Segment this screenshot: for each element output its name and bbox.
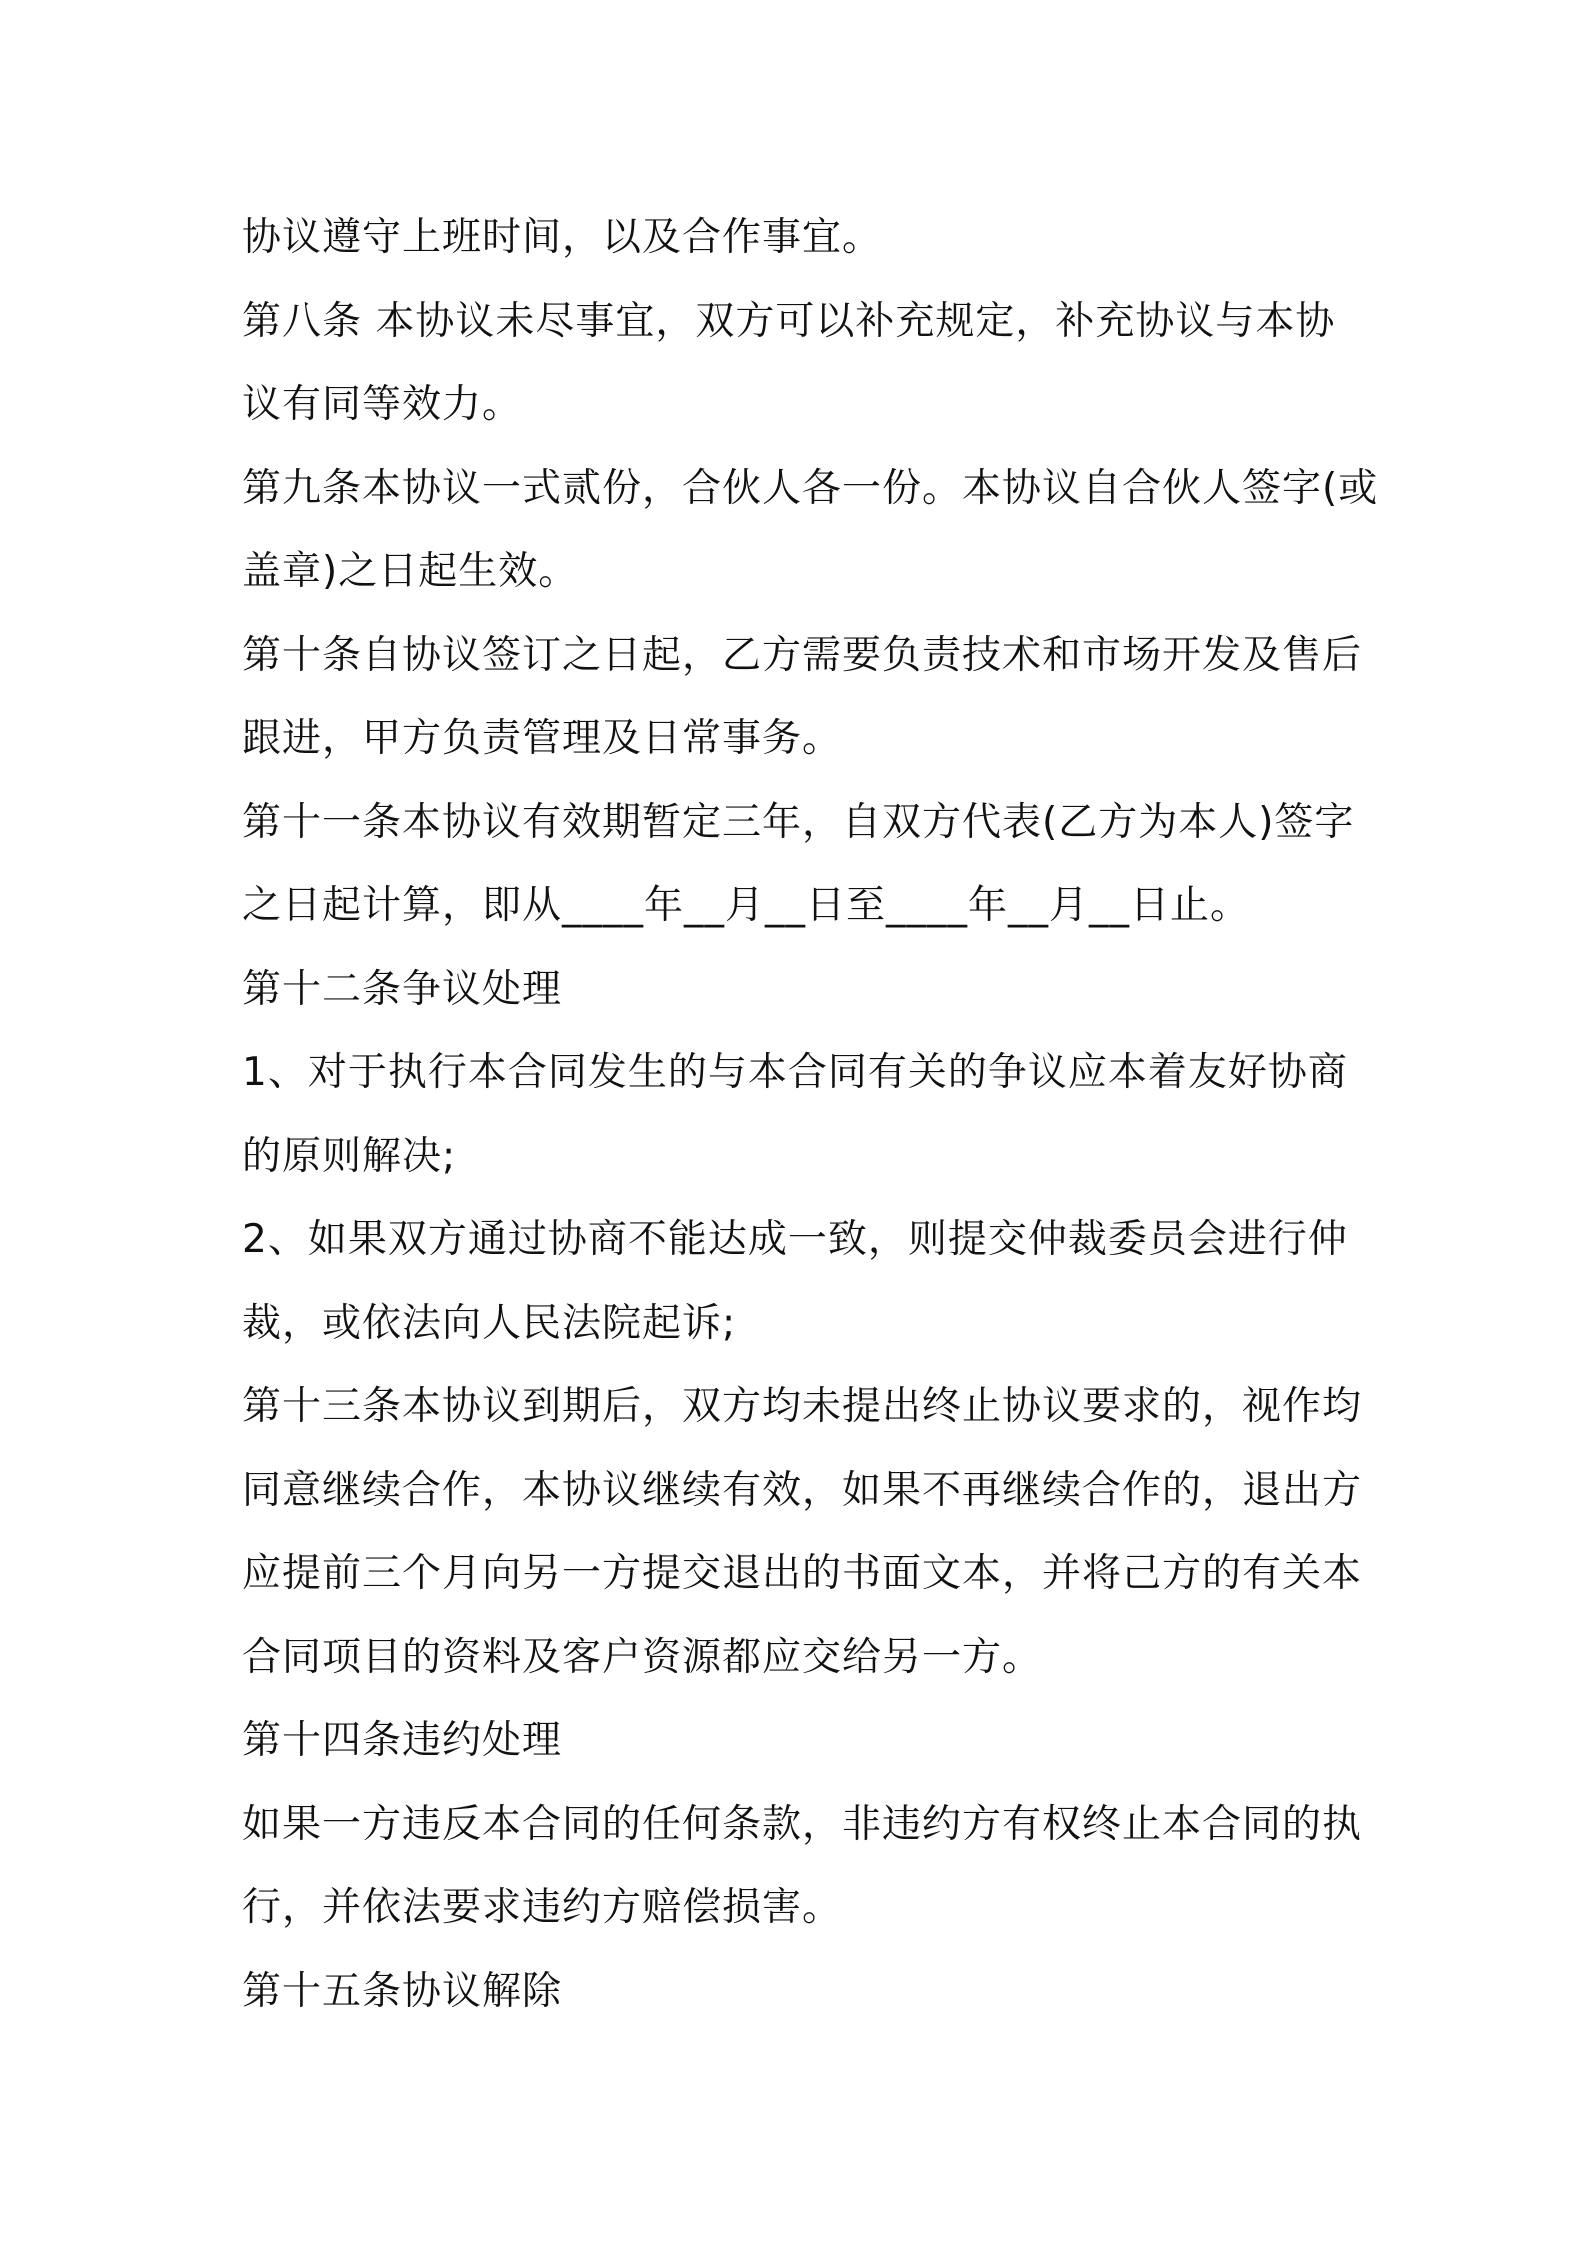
article-13-line-3: 应提前三个月向另一方提交退出的书面文本，并将己方的有关本 xyxy=(242,1551,1363,1596)
article-12-item-2-line-1: 2、如果双方通过协商不能达成一致，则提交仲裁委员会进行仲 xyxy=(242,1217,1348,1262)
article-14-line-1: 如果一方违反本合同的任何条款，非违约方有权终止本合同的执 xyxy=(242,1801,1363,1847)
article-8-line-2: 议有同等效力。 xyxy=(242,382,523,427)
article-10-line-1: 第十条自协议签订之日起，乙方需要负责技术和市场开发及售后 xyxy=(242,632,1363,678)
article-12-item-1-line-2: 的原则解决; xyxy=(242,1133,457,1179)
article-15-heading: 第十五条协议解除 xyxy=(242,1968,563,2014)
article-13-line-4: 合同项目的资料及客户资源都应交给另一方。 xyxy=(242,1634,1043,1680)
article-9-line-1: 第九条本协议一式贰份，合伙人各一份。本协议自合伙人签字(或 xyxy=(242,465,1379,511)
article-11-line-2: 之日起计算，即从____年__月__日至____年__月__日止。 xyxy=(242,883,1251,928)
article-13-line-1: 第十三条本协议到期后，双方均未提出终止协议要求的，视作均 xyxy=(242,1384,1363,1429)
article-14-heading: 第十四条违约处理 xyxy=(242,1718,563,1763)
text-line: 协议遵守上班时间，以及合作事宜。 xyxy=(242,215,883,260)
article-12-item-2-line-2: 裁，或依法向人民法院起诉; xyxy=(242,1300,737,1346)
article-8-line-1: 第八条 本协议未尽事宜，双方可以补充规定，补充协议与本协 xyxy=(242,298,1336,344)
article-12-item-1-line-1: 1、对于执行本合同发生的与本合同有关的争议应本着友好协商 xyxy=(242,1050,1348,1095)
article-13-line-2: 同意继续合作，本协议继续有效，如果不再继续合作的，退出方 xyxy=(242,1467,1363,1513)
article-12-heading: 第十二条争议处理 xyxy=(242,966,563,1012)
article-9-line-2: 盖章)之日起生效。 xyxy=(242,549,579,594)
article-10-line-2: 跟进，甲方负责管理及日常事务。 xyxy=(242,716,843,761)
document-body xyxy=(242,196,1379,2033)
article-14-line-2: 行，并依法要求违约方赔偿损害。 xyxy=(242,1885,843,1930)
article-11-line-1: 第十一条本协议有效期暂定三年，自双方代表(乙方为本人)签字 xyxy=(242,799,1355,845)
